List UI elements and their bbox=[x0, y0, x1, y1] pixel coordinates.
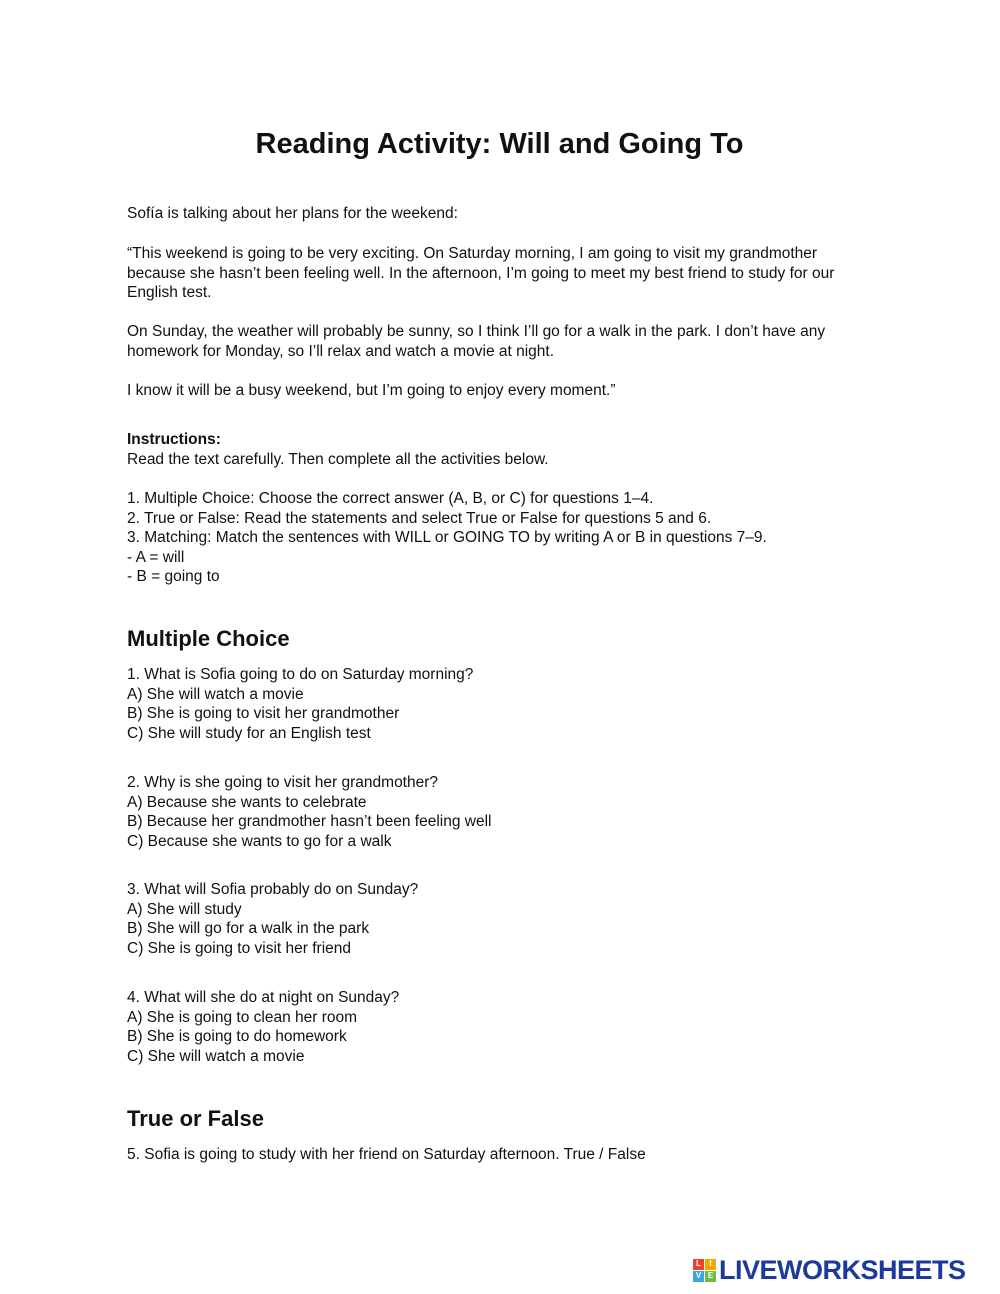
answer-option[interactable]: A) She will watch a movie bbox=[127, 685, 304, 703]
answer-option[interactable]: B) Because her grandmother hasn’t been feeling well bbox=[127, 813, 492, 831]
instruction-item: 3. Matching: Match the sentences with WILL or GOING TO by writing A or B in questions 7–9. bbox=[127, 529, 767, 547]
instructions-section bbox=[127, 430, 887, 469]
logo-mark-icon: L I V E bbox=[693, 1259, 716, 1282]
logo-text: LIVEWORKSHEETS bbox=[719, 1254, 966, 1285]
answer-option[interactable]: C) She will watch a movie bbox=[127, 1047, 305, 1065]
question-1 bbox=[127, 665, 887, 743]
question-5 bbox=[127, 1145, 887, 1165]
true-false-heading: True or False bbox=[127, 1106, 264, 1131]
question-text: 2. Why is she going to visit her grandmother? bbox=[127, 774, 439, 791]
instruction-item: 1. Multiple Choice: Choose the correct answer (A, B, or C) for questions 1–4. bbox=[127, 490, 654, 507]
instructions-text: Read the text carefully. Then complete all the activities below. bbox=[127, 450, 549, 468]
answer-option[interactable]: B) She is going to visit her grandmother bbox=[127, 705, 400, 723]
instruction-item: - A = will bbox=[127, 548, 185, 566]
question-text: 1. What is Sofia going to do on Saturday morning? bbox=[127, 666, 474, 683]
statement-text: 5. Sofia is going to study with her friend on Saturday afternoon. bbox=[127, 1146, 560, 1163]
answer-option[interactable]: A) She will study bbox=[127, 900, 242, 918]
answer-option[interactable]: C) She will study for an English test bbox=[127, 724, 371, 742]
instruction-item: 2. True or False: Read the statements and select True or False for questions 5 and 6. bbox=[127, 509, 712, 527]
liveworksheets-logo bbox=[693, 1255, 966, 1285]
question-text: 4. What will she do at night on Sunday? bbox=[127, 989, 400, 1006]
instructions-heading: Instructions: bbox=[127, 431, 221, 448]
answer-option[interactable]: B) She is going to do homework bbox=[127, 1028, 347, 1046]
instructions-list bbox=[127, 489, 887, 587]
question-4 bbox=[127, 988, 887, 1066]
story-paragraph-1: “This weekend is going to be very exciting. On Saturday morning, I am going to visit my grandmother because she hasn’t been feeling well. In the afternoon, I’m going to meet my best friend to study for our English test. bbox=[127, 245, 835, 302]
answer-option[interactable]: C) She is going to visit her friend bbox=[127, 939, 351, 957]
true-false-choice[interactable]: True / False bbox=[563, 1146, 646, 1163]
page-title: Reading Activity: Will and Going To bbox=[255, 128, 744, 160]
intro-text: Sofía is talking about her plans for the weekend: bbox=[127, 205, 458, 222]
answer-option[interactable]: A) Because she wants to celebrate bbox=[127, 793, 367, 811]
multiple-choice-heading: Multiple Choice bbox=[127, 626, 290, 651]
answer-option[interactable]: C) Because she wants to go for a walk bbox=[127, 832, 392, 850]
answer-option[interactable]: B) She will go for a walk in the park bbox=[127, 920, 370, 938]
question-text: 3. What will Sofia probably do on Sunday? bbox=[127, 881, 419, 898]
question-3 bbox=[127, 880, 887, 958]
question-2 bbox=[127, 773, 887, 851]
instruction-item: - B = going to bbox=[127, 568, 220, 586]
story-paragraph-3: I know it will be a busy weekend, but I’m going to enjoy every moment.” bbox=[127, 382, 616, 399]
story-paragraph-2: On Sunday, the weather will probably be sunny, so I think I’ll go for a walk in the park. I don’t have any homework for Monday, so I’ll relax and watch a movie at night. bbox=[127, 323, 826, 360]
answer-option[interactable]: A) She is going to clean her room bbox=[127, 1008, 358, 1026]
